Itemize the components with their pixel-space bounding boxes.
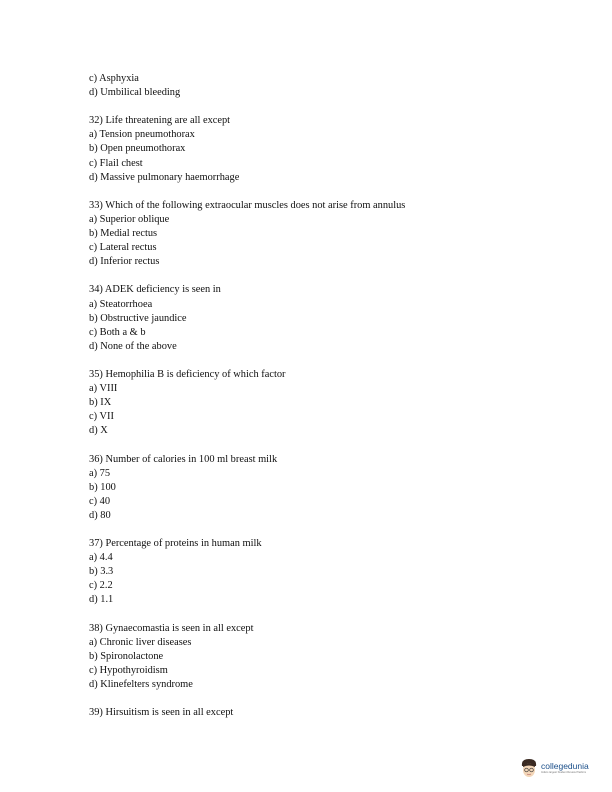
answer-option: c) Flail chest (89, 157, 143, 169)
answer-option: c) Asphyxia (89, 73, 139, 84)
question-block (89, 622, 405, 692)
answer-option: a) Chronic liver diseases (89, 636, 192, 648)
answer-option: a) 75 (89, 467, 111, 479)
question-block (89, 368, 405, 438)
question-block (89, 114, 405, 184)
question-list (89, 72, 405, 734)
question-text: 38) Gynaecomastia is seen in all except (89, 622, 254, 634)
answer-option: d) Klinefelters syndrome (89, 679, 193, 691)
answer-option: d) Umbilical bleeding (89, 87, 181, 99)
answer-option: a) Tension pneumothorax (89, 129, 195, 141)
answer-option: b) IX (89, 397, 112, 409)
answer-option: b) Spironolactone (89, 650, 164, 662)
question-text: 37) Percentage of proteins in human milk (89, 538, 262, 550)
answer-option: a) 4.4 (89, 552, 113, 564)
logo-tagline: India's largest Student Review Platform (541, 771, 587, 774)
question-text: 32) Life threatening are all except (89, 115, 231, 127)
answer-option: c) 2.2 (89, 580, 113, 592)
question-block (89, 453, 405, 523)
answer-option: d) Massive pulmonary haemorrhage (89, 171, 240, 183)
answer-option: a) Superior oblique (89, 213, 170, 225)
answer-option: d) X (89, 425, 108, 437)
question-text: 33) Which of the following extraocular muscles does not arise from annulus (89, 199, 406, 211)
answer-option: b) Medial rectus (89, 228, 158, 240)
answer-option: b) 3.3 (89, 566, 114, 578)
question-text: 34) ADEK deficiency is seen in (89, 284, 221, 296)
answer-option: d) 80 (89, 509, 111, 521)
answer-option: d) None of the above (89, 340, 177, 352)
answer-option: a) Steatorrhoea (89, 298, 153, 310)
answer-option: d) Inferior rectus (89, 256, 160, 268)
answer-option: c) Both a & b (89, 326, 146, 338)
answer-option: a) VIII (89, 383, 118, 395)
question-block (89, 199, 405, 269)
answer-option: b) 100 (89, 481, 116, 493)
answer-option: c) VII (89, 411, 114, 423)
question-text: 35) Hemophilia B is deficiency of which factor (89, 368, 286, 380)
question-block (89, 706, 405, 720)
answer-option: d) 1.1 (89, 594, 114, 606)
answer-option: c) 40 (89, 495, 111, 507)
question-text: 39) Hirsuitism is seen in all except (89, 707, 234, 719)
answer-option: c) Hypothyroidism (89, 664, 168, 676)
answer-option: c) Lateral rectus (89, 242, 157, 254)
logo-name: collegedunia (541, 761, 589, 771)
question-block (89, 537, 405, 607)
question-block (89, 72, 405, 100)
question-block (89, 283, 405, 353)
question-text: 36) Number of calories in 100 ml breast milk (89, 453, 278, 465)
answer-option: b) Open pneumothorax (89, 143, 186, 155)
collegedunia-logo (520, 758, 589, 778)
answer-option: b) Obstructive jaundice (89, 312, 187, 324)
mascot-icon (520, 758, 538, 778)
